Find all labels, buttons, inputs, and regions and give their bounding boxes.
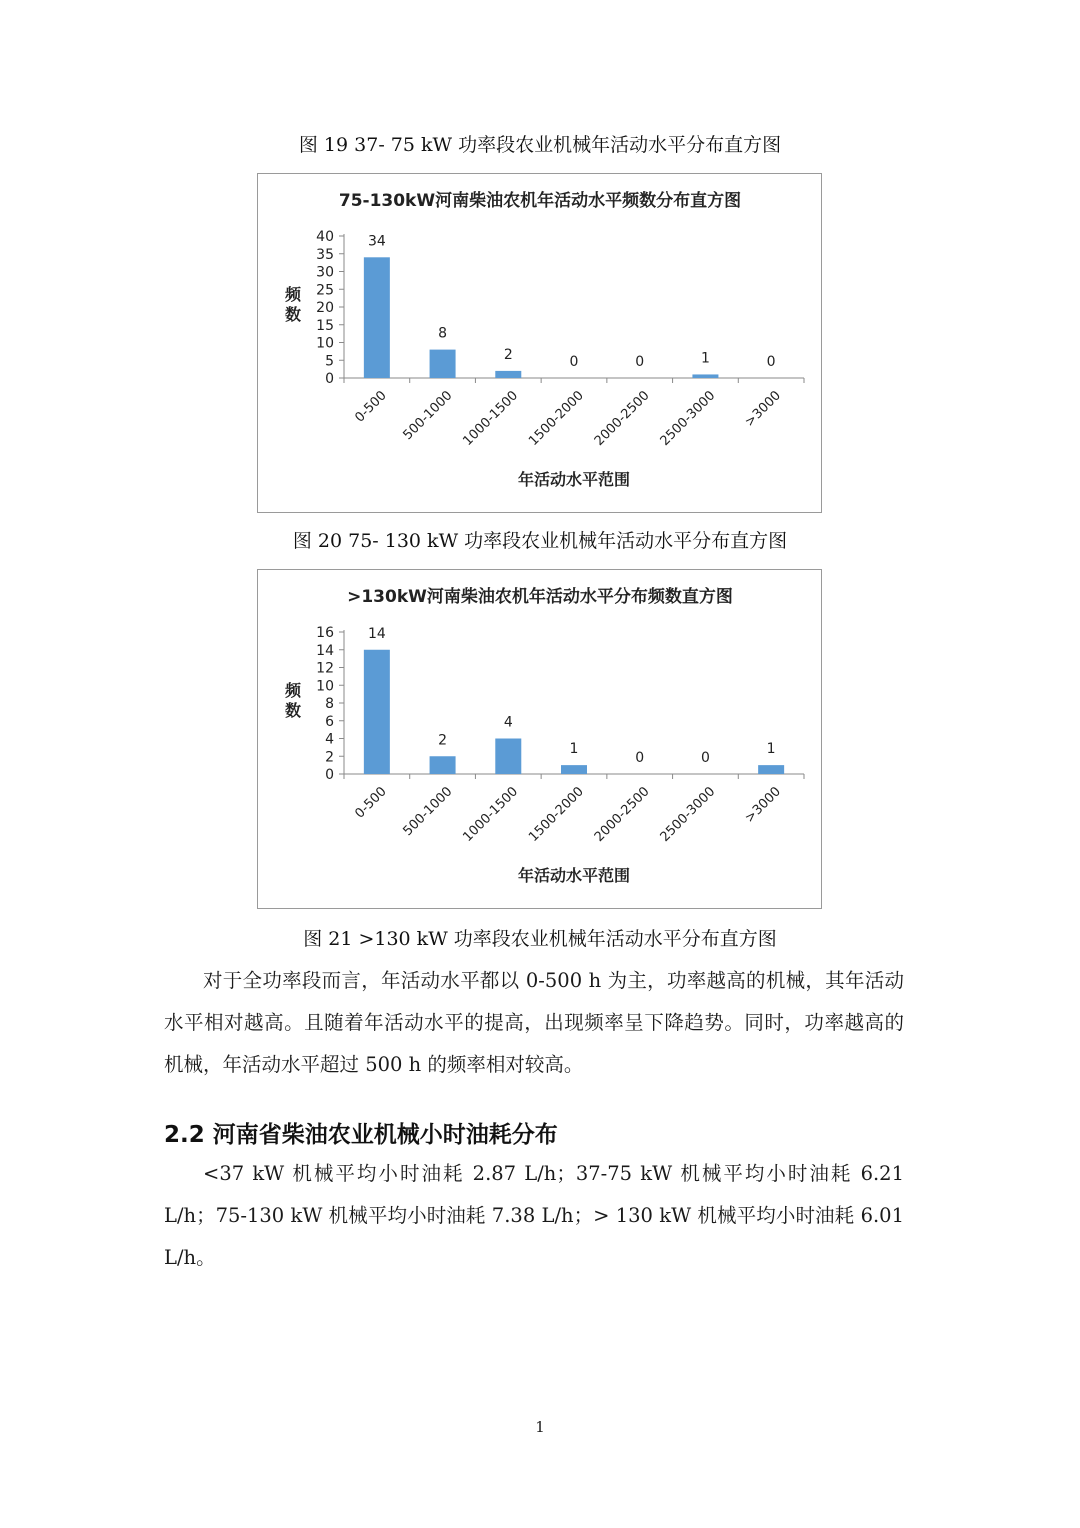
paragraph-activity-summary <box>164 960 904 1086</box>
y-axis-label-char: 频 <box>284 285 302 304</box>
x-category-label: >3000 <box>742 784 784 826</box>
data-label: 0 <box>766 354 776 370</box>
bar <box>561 765 587 774</box>
y-tick-label: 40 <box>316 229 334 245</box>
bar <box>495 739 521 775</box>
x-category-label: 2000-2500 <box>591 388 653 449</box>
data-label: 8 <box>438 325 448 342</box>
section-heading-2-2: 2.2 河南省柴油农业机械小时油耗分布 <box>164 1122 558 1148</box>
x-axis-label: 年活动水平范围 <box>517 470 631 489</box>
y-axis-label-char: 数 <box>284 701 302 720</box>
x-category-label: 1000-1500 <box>460 388 522 449</box>
y-tick-label: 30 <box>316 264 334 281</box>
paragraph-fuel-consumption <box>164 1153 904 1279</box>
paragraph-activity-text: 对于全功率段而言，年活动水平都以 0-500 h 为主，功率越高的机械，其年活动水平相对越高。且随着年活动水平的提高，出现频率呈下降趋势。同时，功率越高的机械，年活动水平超过 500 h 的频率相对较高。 <box>164 969 904 1076</box>
paragraph-fuel-text: <37 kW 机械平均小时油耗 2.87 L/h；37-75 kW 机械平均小时油耗 6.21 L/h；75-130 kW 机械平均小时油耗 7.38 L/h；> 130 kW 机械平均小时油耗 6.01 L/h。 <box>164 1162 904 1269</box>
data-label: 2 <box>503 346 513 363</box>
figure-21-caption: 图 21 >130 kW 功率段农业机械年活动水平分布直方图 <box>303 928 777 950</box>
data-label: 2 <box>438 732 448 749</box>
figure-19-caption: 图 19 37- 75 kW 功率段农业机械年活动水平分布直方图 <box>298 134 782 156</box>
y-tick-label: 0 <box>325 371 334 387</box>
y-tick-label: 35 <box>316 246 334 263</box>
bar <box>758 765 784 774</box>
y-tick-label: 6 <box>325 713 334 730</box>
y-tick-label: 4 <box>325 731 334 748</box>
data-label: 0 <box>700 750 710 766</box>
x-axis-label: 年活动水平范围 <box>517 866 631 885</box>
y-tick-label: 0 <box>325 767 334 783</box>
x-category-label: 0-500 <box>352 388 390 426</box>
x-category-label: 1000-1500 <box>460 784 522 845</box>
y-axis-label-char: 频 <box>284 681 302 700</box>
data-label: 14 <box>367 625 386 642</box>
y-axis-label-char: 数 <box>284 305 302 324</box>
x-category-label: 2000-2500 <box>591 784 653 845</box>
chart-75-130kw <box>257 173 822 513</box>
data-label: 0 <box>635 750 645 766</box>
page-number: 1 <box>535 1418 545 1436</box>
y-tick-label: 10 <box>316 678 334 695</box>
data-label: 0 <box>635 354 645 370</box>
bar <box>692 374 718 378</box>
chart-title: 75-130kW河南柴油农机年活动水平频数分布直方图 <box>338 191 742 211</box>
bar <box>430 350 456 378</box>
x-category-label: 500-1000 <box>400 784 456 840</box>
y-tick-label: 16 <box>316 625 334 641</box>
y-tick-label: 8 <box>325 696 334 712</box>
data-label: 34 <box>367 233 386 250</box>
y-tick-label: 12 <box>316 660 334 677</box>
data-label: 1 <box>569 741 579 758</box>
y-tick-label: 10 <box>316 335 334 352</box>
bar <box>364 257 390 378</box>
x-category-label: 0-500 <box>352 784 390 822</box>
x-category-label: 1500-2000 <box>526 388 587 449</box>
y-tick-label: 25 <box>316 282 334 299</box>
chart-over-130kw-svg <box>258 570 823 910</box>
y-tick-label: 15 <box>316 317 334 334</box>
chart-over-130kw <box>257 569 822 909</box>
bar <box>430 756 456 774</box>
y-tick-label: 2 <box>325 749 334 766</box>
x-category-label: 2500-3000 <box>657 388 719 449</box>
y-tick-label: 14 <box>316 642 334 659</box>
x-category-label: 2500-3000 <box>657 784 719 845</box>
y-tick-label: 20 <box>316 300 334 316</box>
x-category-label: 500-1000 <box>400 388 456 444</box>
y-tick-label: 5 <box>325 353 334 370</box>
bar <box>495 371 521 378</box>
x-category-label: >3000 <box>742 388 784 430</box>
bar <box>364 650 390 774</box>
chart-75-130kw-svg <box>258 174 823 514</box>
chart-title: >130kW河南柴油农机年活动水平分布频数直方图 <box>347 587 733 607</box>
data-label: 0 <box>569 354 579 370</box>
data-label: 1 <box>700 350 710 367</box>
x-category-label: 1500-2000 <box>526 784 587 845</box>
figure-20-caption: 图 20 75- 130 kW 功率段农业机械年活动水平分布直方图 <box>292 530 788 552</box>
data-label: 4 <box>503 714 513 731</box>
data-label: 1 <box>766 741 776 758</box>
